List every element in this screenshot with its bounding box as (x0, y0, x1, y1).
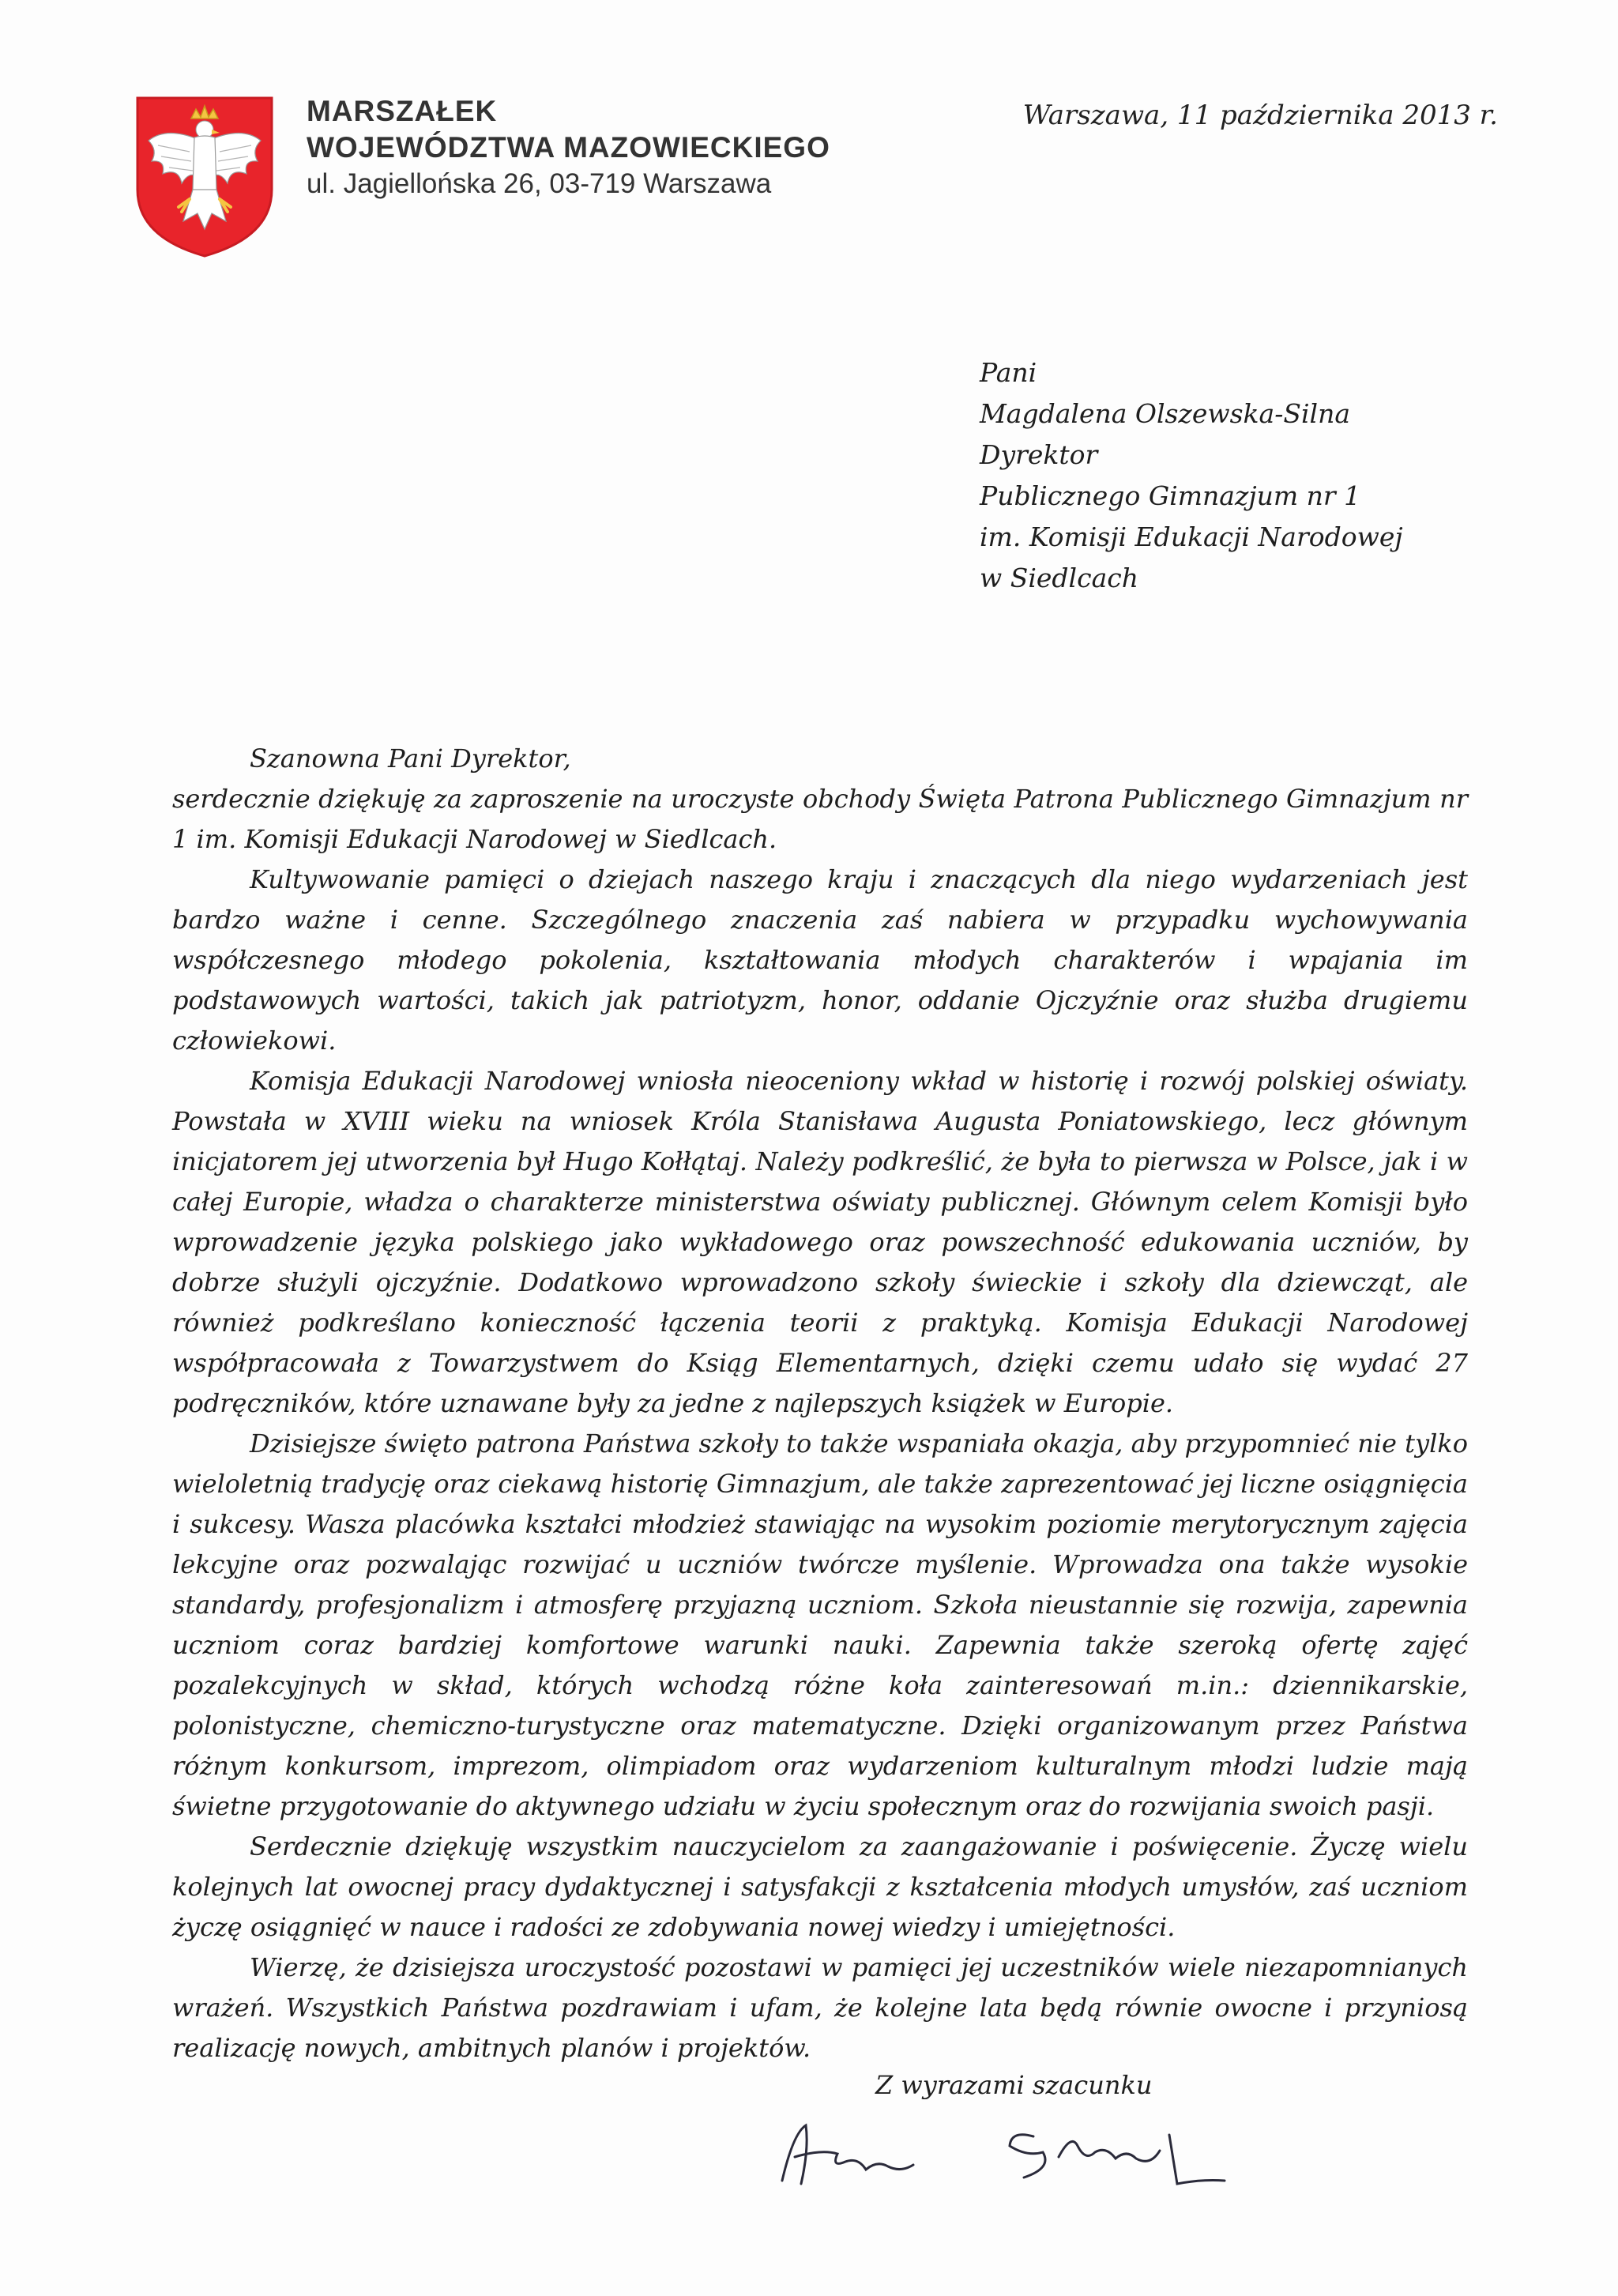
recipient-block (980, 352, 1403, 599)
letter-paragraph: Wierzę, że dzisiejsza uroczystość pozostawi w pamięci jej uczestników wiele niezapomnianych wrażeń. Wszystkich Państwa pozdrawiam i ufam, że kolejne lata będą równie owocne i przyniosą realizację nowych, ambitnych planów i projektów. (172, 1952, 1468, 2063)
issuer-title: MARSZAŁEK (307, 95, 498, 127)
recipient-line: Pani (980, 357, 1037, 388)
recipient-line: Dyrektor (980, 439, 1098, 470)
letter-greeting: Szanowna Pani Dyrektor, (250, 743, 571, 773)
handwritten-signature (758, 2102, 1264, 2196)
issuer-office: WOJEWÓDZTWA MAZOWIECKIEGO (307, 131, 830, 164)
letter-paragraph: Kultywowanie pamięci o dziejach naszego kraju i znaczących dla niego wydarzeniach jest bardzo ważne i cenne. Szczególnego znaczenia zaś nabiera w przypadku wychowywania współczesnego młodego pokolenia, kształtowania młodych charakterów i wpajania im podstawowych wartości, takich jak patriotyzm, honor, oddanie Ojczyźnie oraz służba drugiemu człowiekowi. (172, 864, 1468, 1056)
letter-paragraph: Serdecznie dziękuję wszystkim nauczycielom za zaangażowanie i poświęcenie. Życzę wielu kolejnych lat owocnej pracy dydaktycznej i satysfakcji z kształcenia młodych umysłów, zaś uczniom życzę osiągnięć w nauce i radości ze zdobywania nowej wiedzy i umiejętności. (172, 1831, 1468, 1942)
recipient-line: Magdalena Olszewska-Silna (980, 398, 1350, 429)
recipient-line: im. Komisji Edukacji Narodowej (980, 521, 1403, 552)
letter-date: Warszawa, 11 października 2013 r. (1022, 100, 1498, 131)
recipient-line: Publicznego Gimnazjum nr 1 (980, 480, 1361, 511)
letter-body (172, 739, 1468, 2068)
eagle-coat-of-arms-icon (134, 95, 275, 259)
issuer-block (307, 93, 830, 202)
letter-paragraph: Dzisiejsze święto patrona Państwa szkoły to także wspaniała okazja, aby przypomnieć nie tylko wieloletnią tradycję oraz ciekawą historię Gimnazjum, ale także zaprezentować jej liczne osiągnięcia i sukcesy. Wasza placówka kształci młodzież stawiając na wysokim poziomie merytorycznym zajęcia lekcyjne oraz pozwalając rozwijać u uczniów twórcze myślenie. Wprowadza ona także wysokie standardy, profesjonalizm i atmosferę przyjazną uczniom. Szkoła nieustannie się rozwija, zapewnia uczniom coraz bardziej komfortowe warunki nauki. Zapewnia także szeroką ofertę zajęć pozalekcyjnych w skład, których wchodzą różne koła zainteresowań m.in.: dziennikarskie, polonistyczne, chemiczno-turystyczne oraz matematyczne. Dzięki organizowanym przez Państwa różnym konkursom, imprezom, olimpiadom oraz wydarzeniom kulturalnym młodzi ludzie mają świetne przygotowanie do aktywnego udziału w życiu społecznym oraz do rozwijania swoich pasji. (172, 1428, 1468, 1821)
recipient-line: w Siedlcach (980, 563, 1138, 593)
letter-paragraph: serdecznie dziękuję za zaproszenie na uroczyste obchody Święta Patrona Publicznego Gimnazjum nr 1 im. Komisji Edukacji Narodowej w Siedlcach. (172, 784, 1468, 854)
issuer-address: ul. Jagiellońska 26, 03-719 Warszawa (307, 168, 772, 199)
letter-closing: Z wyrazami szacunku (875, 2070, 1153, 2100)
letter-paragraph: Komisja Edukacji Narodowej wniosła nieoceniony wkład w historię i rozwój polskiej oświaty. Powstała w XVIII wieku na wniosek Króla Stanisława Augusta Poniatowskiego, lecz głównym inicjatorem jej utworzenia był Hugo Kołłątaj. Należy podkreślić, że była to pierwsza w Polsce, jak i w całej Europie, władza o charakterze ministerstwa oświaty publicznej. Głównym celem Komisji było wprowadzenie języka polskiego jako wykładowego oraz powszechność edukowania uczniów, by dobrze służyli ojczyźnie. Dodatkowo wprowadzono szkoły świeckie i szkoły dla dziewcząt, ale również podkreślano konieczność łączenia teorii z praktyką. Komisja Edukacji Narodowej współpracowała z Towarzystwem do Ksiąg Elementarnych, dzięki czemu udało się wydać 27 podręczników, które uznawane były za jedne z najlepszych książek w Europie. (172, 1066, 1468, 1418)
